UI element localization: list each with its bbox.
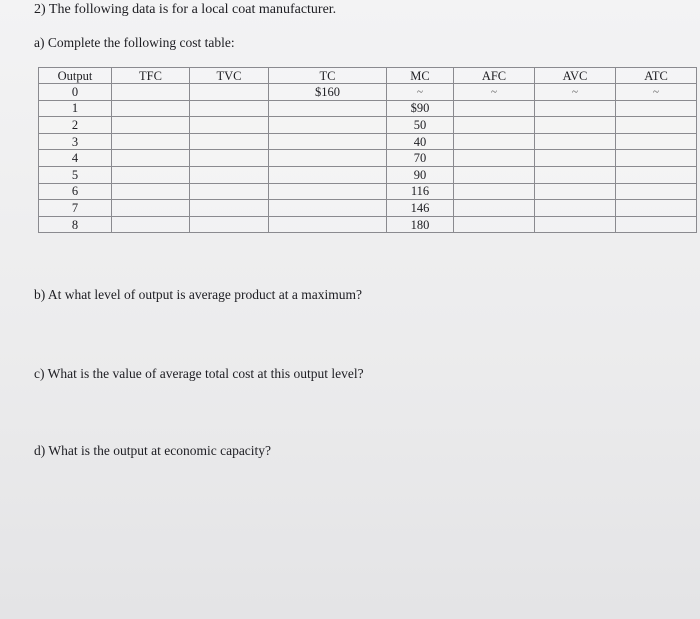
cell-tc[interactable] [269,166,387,183]
cell-tc[interactable] [269,200,387,217]
cell-avc[interactable] [535,183,616,200]
part-c-question: c) What is the value of average total cost at this output level? [34,366,364,381]
cell-tvc[interactable] [190,84,269,101]
cell-tvc[interactable] [190,133,269,150]
cell-tvc[interactable] [190,100,269,117]
cell-tfc[interactable] [112,150,190,167]
cell-atc[interactable] [616,100,697,117]
header-tvc: TVC [190,68,269,84]
cell-tvc[interactable] [190,166,269,183]
cell-tfc[interactable] [112,200,190,217]
header-atc: ATC [616,68,697,84]
cell-tc[interactable] [269,216,387,233]
header-tc: TC [269,68,387,84]
cell-mc: 70 [387,150,454,167]
cell-tc: $160 [269,84,387,101]
cell-output: 3 [39,133,112,150]
cell-afc[interactable] [454,133,535,150]
cell-tvc[interactable] [190,200,269,217]
cell-atc[interactable] [616,133,697,150]
cell-atc: ~ [616,84,697,101]
header-afc: AFC [454,68,535,84]
cell-output: 5 [39,166,112,183]
table-row [39,84,697,101]
cell-afc: ~ [454,84,535,101]
cell-avc[interactable] [535,150,616,167]
cell-avc[interactable] [535,117,616,134]
cell-afc[interactable] [454,183,535,200]
cell-mc: 180 [387,216,454,233]
cell-tfc[interactable] [112,166,190,183]
cell-mc: 146 [387,200,454,217]
cell-tvc[interactable] [190,183,269,200]
cell-afc[interactable] [454,166,535,183]
cell-output: 7 [39,200,112,217]
header-tfc: TFC [112,68,190,84]
cell-mc: $90 [387,100,454,117]
cell-atc[interactable] [616,117,697,134]
cell-tc[interactable] [269,133,387,150]
cell-tvc[interactable] [190,117,269,134]
header-output: Output [39,68,112,84]
cell-afc[interactable] [454,117,535,134]
cell-tc[interactable] [269,150,387,167]
part-a-prompt: a) Complete the following cost table: [34,35,235,50]
cell-avc: ~ [535,84,616,101]
cell-output: 4 [39,150,112,167]
cell-tc[interactable] [269,183,387,200]
cell-tvc[interactable] [190,216,269,233]
cell-mc: ~ [387,84,454,101]
cell-tfc[interactable] [112,216,190,233]
cell-atc[interactable] [616,200,697,217]
question-title: 2) The following data is for a local coat manufacturer. [34,2,337,17]
cost-table-body [39,84,697,233]
table-row [39,183,697,200]
cell-mc: 90 [387,166,454,183]
part-d-question: d) What is the output at economic capacity? [34,443,272,458]
cell-atc[interactable] [616,216,697,233]
cell-mc: 40 [387,133,454,150]
table-header-row [39,68,697,84]
table-row [39,100,697,117]
cell-avc[interactable] [535,100,616,117]
part-b-question: b) At what level of output is average product at a maximum? [34,287,363,302]
header-avc: AVC [535,68,616,84]
cell-output: 8 [39,216,112,233]
table-row [39,166,697,183]
cost-table [38,67,697,233]
cell-tfc[interactable] [112,84,190,101]
cell-mc: 50 [387,117,454,134]
cell-atc[interactable] [616,183,697,200]
cell-tfc[interactable] [112,133,190,150]
cell-tc[interactable] [269,100,387,117]
cell-afc[interactable] [454,216,535,233]
cell-atc[interactable] [616,150,697,167]
table-row [39,133,697,150]
cell-output: 2 [39,117,112,134]
cell-tc[interactable] [269,117,387,134]
table-row [39,200,697,217]
cell-avc[interactable] [535,133,616,150]
cell-avc[interactable] [535,166,616,183]
cell-tfc[interactable] [112,100,190,117]
header-mc: MC [387,68,454,84]
cell-avc[interactable] [535,216,616,233]
cell-output: 1 [39,100,112,117]
cell-tfc[interactable] [112,183,190,200]
table-row [39,216,697,233]
cell-afc[interactable] [454,100,535,117]
table-row [39,117,697,134]
cell-output: 0 [39,84,112,101]
cell-afc[interactable] [454,200,535,217]
cell-afc[interactable] [454,150,535,167]
cell-tvc[interactable] [190,150,269,167]
cell-atc[interactable] [616,166,697,183]
cell-avc[interactable] [535,200,616,217]
cell-mc: 116 [387,183,454,200]
cell-output: 6 [39,183,112,200]
table-row [39,150,697,167]
cell-tfc[interactable] [112,117,190,134]
